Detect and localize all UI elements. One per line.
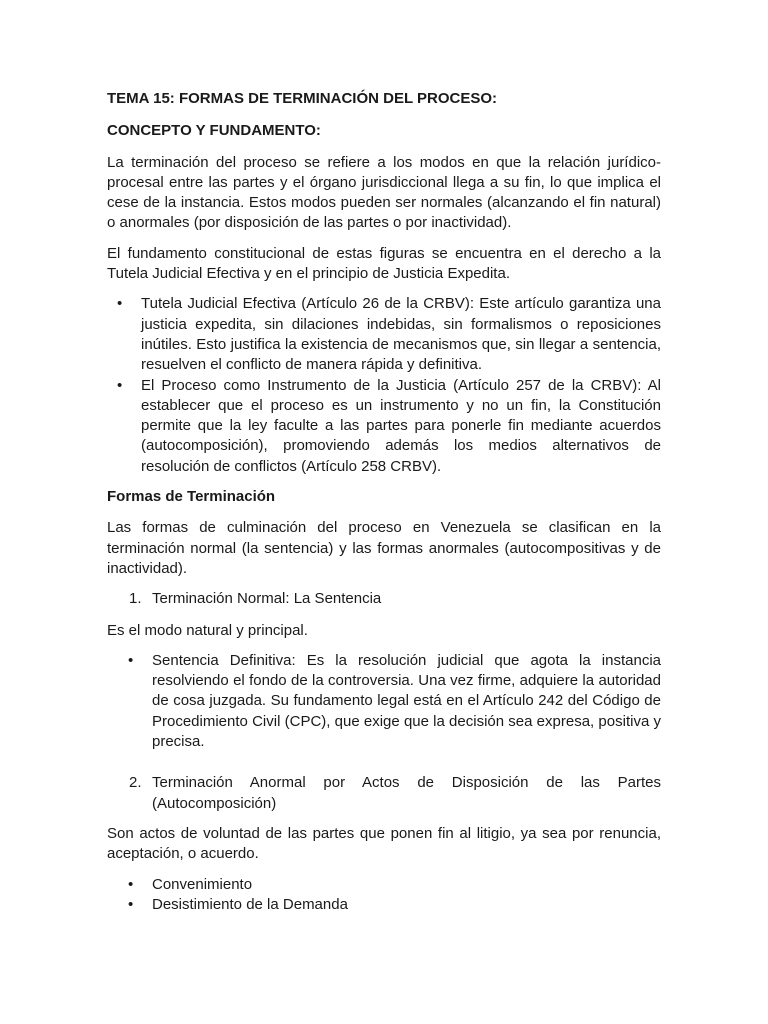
- foundation-paragraph: El fundamento constitucional de estas figuras se encuentra en el derecho a la Tutela Judicial Efectiva y en el principio de Justicia Expedita.: [107, 244, 661, 283]
- list-item: [107, 875, 661, 895]
- normal-paragraph: Es el modo natural y principal.: [107, 621, 308, 639]
- bullet-icon: •: [128, 875, 134, 893]
- normal-bullet-list: [107, 651, 661, 752]
- concept-heading: CONCEPTO Y FUNDAMENTO:: [107, 122, 321, 140]
- document-page: [107, 89, 661, 915]
- item-label-line1: Terminación Anormal por Actos de Disposición de las Partes: [152, 774, 661, 792]
- bullet-icon: •: [128, 651, 134, 669]
- item-label: Terminación Normal: La Sentencia: [152, 590, 382, 608]
- list-item-text: Sentencia Definitiva: Es la resolución judicial que agota la instancia resolviendo el fondo de la controversia. Una vez firme, adquiere la autoridad de cosa juzgada. Su fundamento legal está en el Artículo 242 del Código de Procedimiento Civil (CPC), que exige que la decisión sea expresa, positiva y precisa.: [152, 651, 661, 751]
- abnormal-bullet-list: [107, 875, 661, 916]
- list-item: [107, 376, 661, 477]
- forms-paragraph: Las formas de culminación del proceso en Venezuela se clasifican en la terminación normal (la sentencia) y las formas anormales (autocompositivas y de inactividad).: [107, 519, 661, 577]
- intro-paragraph: La terminación del proceso se refiere a los modos en que la relación jurídico-procesal entre las partes y el órgano jurisdiccional llega a su fin, lo que implica el cese de la instancia. Estos modos pueden ser normales (alcanzando el fin natural) o anormales (por disposición de las partes o por inactividad).: [107, 153, 661, 232]
- list-item-text: Convenimiento: [152, 875, 253, 893]
- list-item-text: El Proceso como Instrumento de la Justicia (Artículo 257 de la CRBV): Al establecer que el proceso es un instrumento y no un fin, la Constitución permite que la ley faculte a las partes para ponerle fin mediante acuerdos (autocomposición), promoviendo además los medios alternativos de resolución de conflictos (Artículo 258 CRBV).: [141, 376, 661, 475]
- list-item-text: Tutela Judicial Efectiva (Artículo 26 de la CRBV): Este artículo garantiza una justicia expedita, sin dilaciones indebidas, sin formalismos o reposiciones inútiles. Esto justifica la existencia de mecanismos que, sin llegar a sentencia, resuelven el conflicto de manera rápida y definitiva.: [141, 295, 661, 374]
- abnormal-paragraph: Son actos de voluntad de las partes que ponen fin al litigio, ya sea por renuncia, aceptación, o acuerdo.: [107, 824, 661, 863]
- list-item: [107, 294, 661, 375]
- list-item: [107, 651, 661, 752]
- forms-heading: Formas de Terminación: [107, 488, 276, 506]
- bullet-icon: •: [128, 895, 134, 913]
- item-number: 2.: [129, 774, 142, 792]
- document-title: TEMA 15: FORMAS DE TERMINACIÓN DEL PROCESO:: [107, 90, 498, 107]
- bullet-icon: •: [117, 376, 123, 394]
- numbered-item-normal: [107, 589, 661, 609]
- item-label-line2: (Autocomposición): [152, 794, 277, 812]
- bullet-icon: •: [117, 295, 123, 313]
- foundation-bullet-list: [107, 294, 661, 477]
- numbered-item-abnormal: [107, 773, 661, 814]
- list-item: [107, 895, 661, 915]
- item-number: 1.: [129, 590, 142, 608]
- list-item-text: Desistimiento de la Demanda: [152, 895, 348, 913]
